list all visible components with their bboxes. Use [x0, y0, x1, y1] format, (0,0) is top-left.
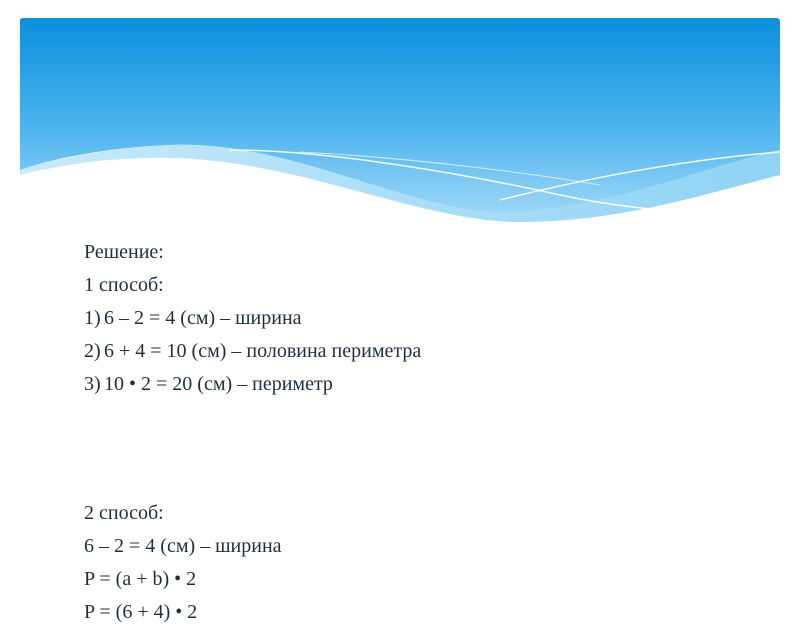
- method1-step: [84, 335, 421, 368]
- method2-line: P = (6 + 4) • 2: [84, 601, 198, 623]
- method2-line: P = (a + b) • 2: [84, 568, 197, 590]
- method1-title: 1 способ:: [84, 274, 164, 296]
- step-text: 6 + 4 = 10 (см) – половина периметра: [104, 340, 422, 362]
- step-text: 6 – 2 = 4 (см) – ширина: [104, 307, 302, 329]
- solution-heading: Решение:: [84, 241, 164, 263]
- step-number: 3): [84, 373, 101, 395]
- spacer: [84, 401, 421, 497]
- method1-step: [84, 368, 421, 401]
- method2-title: 2 способ:: [84, 502, 164, 524]
- header-wave-banner: [0, 0, 800, 240]
- method1-step: [84, 302, 421, 335]
- step-number: 2): [84, 340, 101, 362]
- method2-line: 6 – 2 = 4 (см) – ширина: [84, 535, 282, 557]
- step-text: 10 • 2 = 20 (см) – периметр: [104, 373, 333, 395]
- step-number: 1): [84, 307, 101, 329]
- solution-text-block: [84, 236, 421, 629]
